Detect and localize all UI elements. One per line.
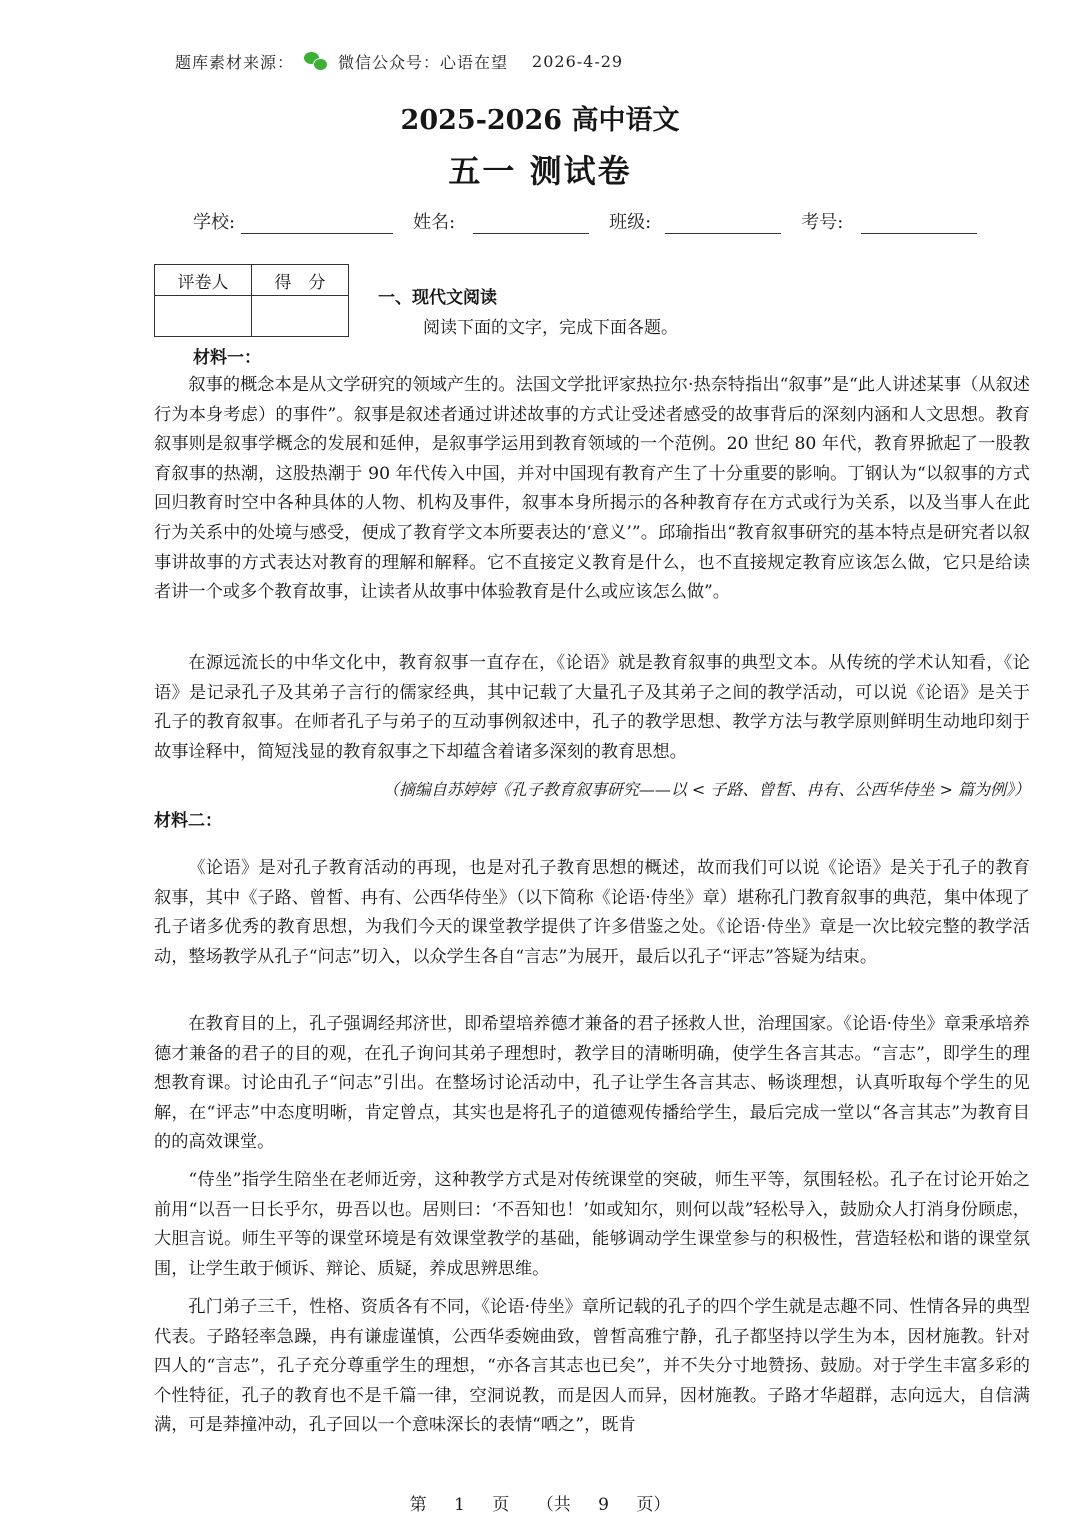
score-cell[interactable] bbox=[252, 296, 349, 337]
material-1-paragraph-1: 叙事的概念本是从文学研究的领域产生的。法国文学批评家热拉尔·热奈特指出“叙事”是“此人讲述某事（从叙述行为本身考虑）的事件”。叙事是叙述者通过讲述故事的方式让受述者感受的故事背后的深刻内涵和人文思想。教育叙事则是叙事学概念的发展和延伸，是叙事学运用到教育领域的一个范例。20 世纪 80 年代，教育界掀起了一股教育叙事的热潮，这股热潮于 90 年代传入中国，并对中国现有教育产生了十分重要的影响。丁钢认为“以叙事的方式回归教育时空中各种具体的人物、机构及事件，叙事本身所揭示的各种教育存在方式或行为关系，以及当事人在此行为关系中的处境与感受，便成了教育学文本所要表达的‘意义’”。邱瑜指出“教育叙事研究的基本特点是研究者以叙事讲故事的方式表达对教育的理解和解释。它不直接定义教育是什么，也不直接规定教育应该怎么做，它只是给读者讲一个或多个教育故事，让读者从故事中体验教育是什么或应该怎么做”。 bbox=[154, 375, 1030, 603]
exam-subtitle: 五一 测试卷 bbox=[448, 152, 632, 190]
material-2-paragraph-4: 孔门弟子三千，性格、资质各有不同，《论语·侍坐》章所记载的孔子的四个学生就是志趣不同、性情各异的典型代表。子路轻率急躁，冉有谦虚谨慎，公西华委婉曲致，曾皙高雅宁静，孔子都坚持以学生为本，因材施教。针对四人的“言志”，孔子充分尊重学生的理想，“亦各言其志也已矣”，并不失分寸地赞扬、鼓励。对于学生丰富多彩的个性特征，孔子的教育也不是千篇一律，空洞说教，而是因人而异，因材施教。子路才华超群，志向远大，自信满满，可是莽撞冲动，孔子回以一个意味深长的表情“哂之”，既肯 bbox=[154, 1297, 1030, 1436]
school-label: 学校: bbox=[193, 212, 236, 233]
material-2-label: 材料二： bbox=[154, 811, 222, 831]
name-label: 姓名: bbox=[413, 212, 456, 233]
score-table bbox=[154, 264, 349, 337]
name-blank[interactable] bbox=[473, 211, 589, 234]
class-label: 班级: bbox=[609, 212, 652, 233]
student-info-row bbox=[193, 208, 977, 234]
exam-number-blank[interactable] bbox=[861, 211, 977, 234]
citation: （摘编自苏婷婷《孔子教育叙事研究——以 < 子路、曾皙、冉有、公西华侍坐 > 篇为例》） bbox=[382, 780, 1030, 799]
exam-number-field[interactable] bbox=[801, 208, 977, 234]
exam-number-label: 考号: bbox=[801, 212, 844, 233]
grader-header: 评卷人 bbox=[155, 265, 252, 296]
name-field[interactable] bbox=[413, 208, 589, 234]
material-1-paragraph-2: 在源远流长的中华文化中，教育叙事一直存在，《论语》就是教育叙事的典型文本。从传统的学术认知看，《论语》是记录孔子及其弟子言行的儒家经典，其中记载了大量孔子及其弟子之间的教学活动，可以说《论语》是关于孔子的教育叙事。在师者孔子与弟子的互动事例叙述中，孔子的教学思想、教学方法与教学原则鲜明生动地印刻于故事诠释中，简短浅显的教育叙事之下却蕴含着诸多深刻的教育思想。 bbox=[154, 653, 1030, 762]
score-header: 得 分 bbox=[252, 265, 349, 296]
material-2-paragraph-3: “侍坐”指学生陪坐在老师近旁，这种教学方式是对传统课堂的突破，师生平等，氛围轻松。孔子在讨论开始之前用“以吾一日长乎尔，毋吾以也。居则曰：‘不吾知也！’如或知尔，则何以哉”轻松导入，鼓励众人打消身份顾虑，大胆言说。师生平等的课堂环境是有效课堂教学的基础，能够调动学生课堂参与的积极性，营造轻松和谐的课堂氛围，让学生敢于倾诉、辩论、质疑，养成思辨思维。 bbox=[154, 1170, 1030, 1279]
exam-title: 2025-2026 高中语文 bbox=[400, 105, 680, 136]
class-blank[interactable] bbox=[665, 211, 781, 234]
source-label: 题库素材来源： bbox=[175, 52, 295, 72]
section-instruction: 阅读下面的文字，完成下面各题。 bbox=[423, 318, 678, 338]
material-2-paragraph-2: 在教育目的上，孔子强调经邦济世，即希望培养德才兼备的君子拯救人世，治理国家。《论语·侍坐》章秉承培养德才兼备的君子的目的观，在孔子询问其弟子理想时，教学目的清晰明确，使学生各言其志。“言志”，即学生的理想教育课。讨论由孔子“问志”引出。在整场讨论活动中，孔子让学生各言其志、畅谈理想，认真听取每个学生的见解，在“评志”中态度明晰，肯定曾点，其实也是将孔子的道德观传播给学生，最后完成一堂以“各言其志”为教育目的的高效课堂。 bbox=[154, 1014, 1030, 1153]
section-heading: 一、现代文阅读 bbox=[378, 288, 497, 308]
wechat-icon bbox=[304, 51, 328, 71]
source-date: 2026-4-29 bbox=[532, 51, 624, 71]
grader-cell[interactable] bbox=[155, 296, 252, 337]
material-1-label: 材料一： bbox=[193, 348, 261, 368]
school-field[interactable] bbox=[193, 208, 393, 234]
page-number: 第 1 页 bbox=[409, 1495, 510, 1515]
school-blank[interactable] bbox=[241, 211, 393, 234]
page-footer bbox=[0, 1490, 1080, 1515]
wechat-account: 微信公众号：心语在望 bbox=[338, 52, 509, 72]
page-total: （共 9 页） bbox=[536, 1495, 671, 1515]
material-2-paragraph-1: 《论语》是对孔子教育活动的再现，也是对孔子教育思想的概述，故而我们可以说《论语》是关于孔子的教育叙事，其中《子路、曾皙、冉有、公西华侍坐》（以下简称《论语·侍坐》章）堪称孔门教育叙事的典范，集中体现了孔子诸多优秀的教育思想，为我们今天的课堂教学提供了许多借鉴之处。《论语·侍坐》章是一次比较完整的教学活动，整场教学从孔子“问志”切入，以众学生各自“言志”为展开，最后以孔子“评志”答疑为结束。 bbox=[154, 858, 1030, 967]
source-line bbox=[175, 48, 623, 74]
class-field[interactable] bbox=[609, 208, 781, 234]
